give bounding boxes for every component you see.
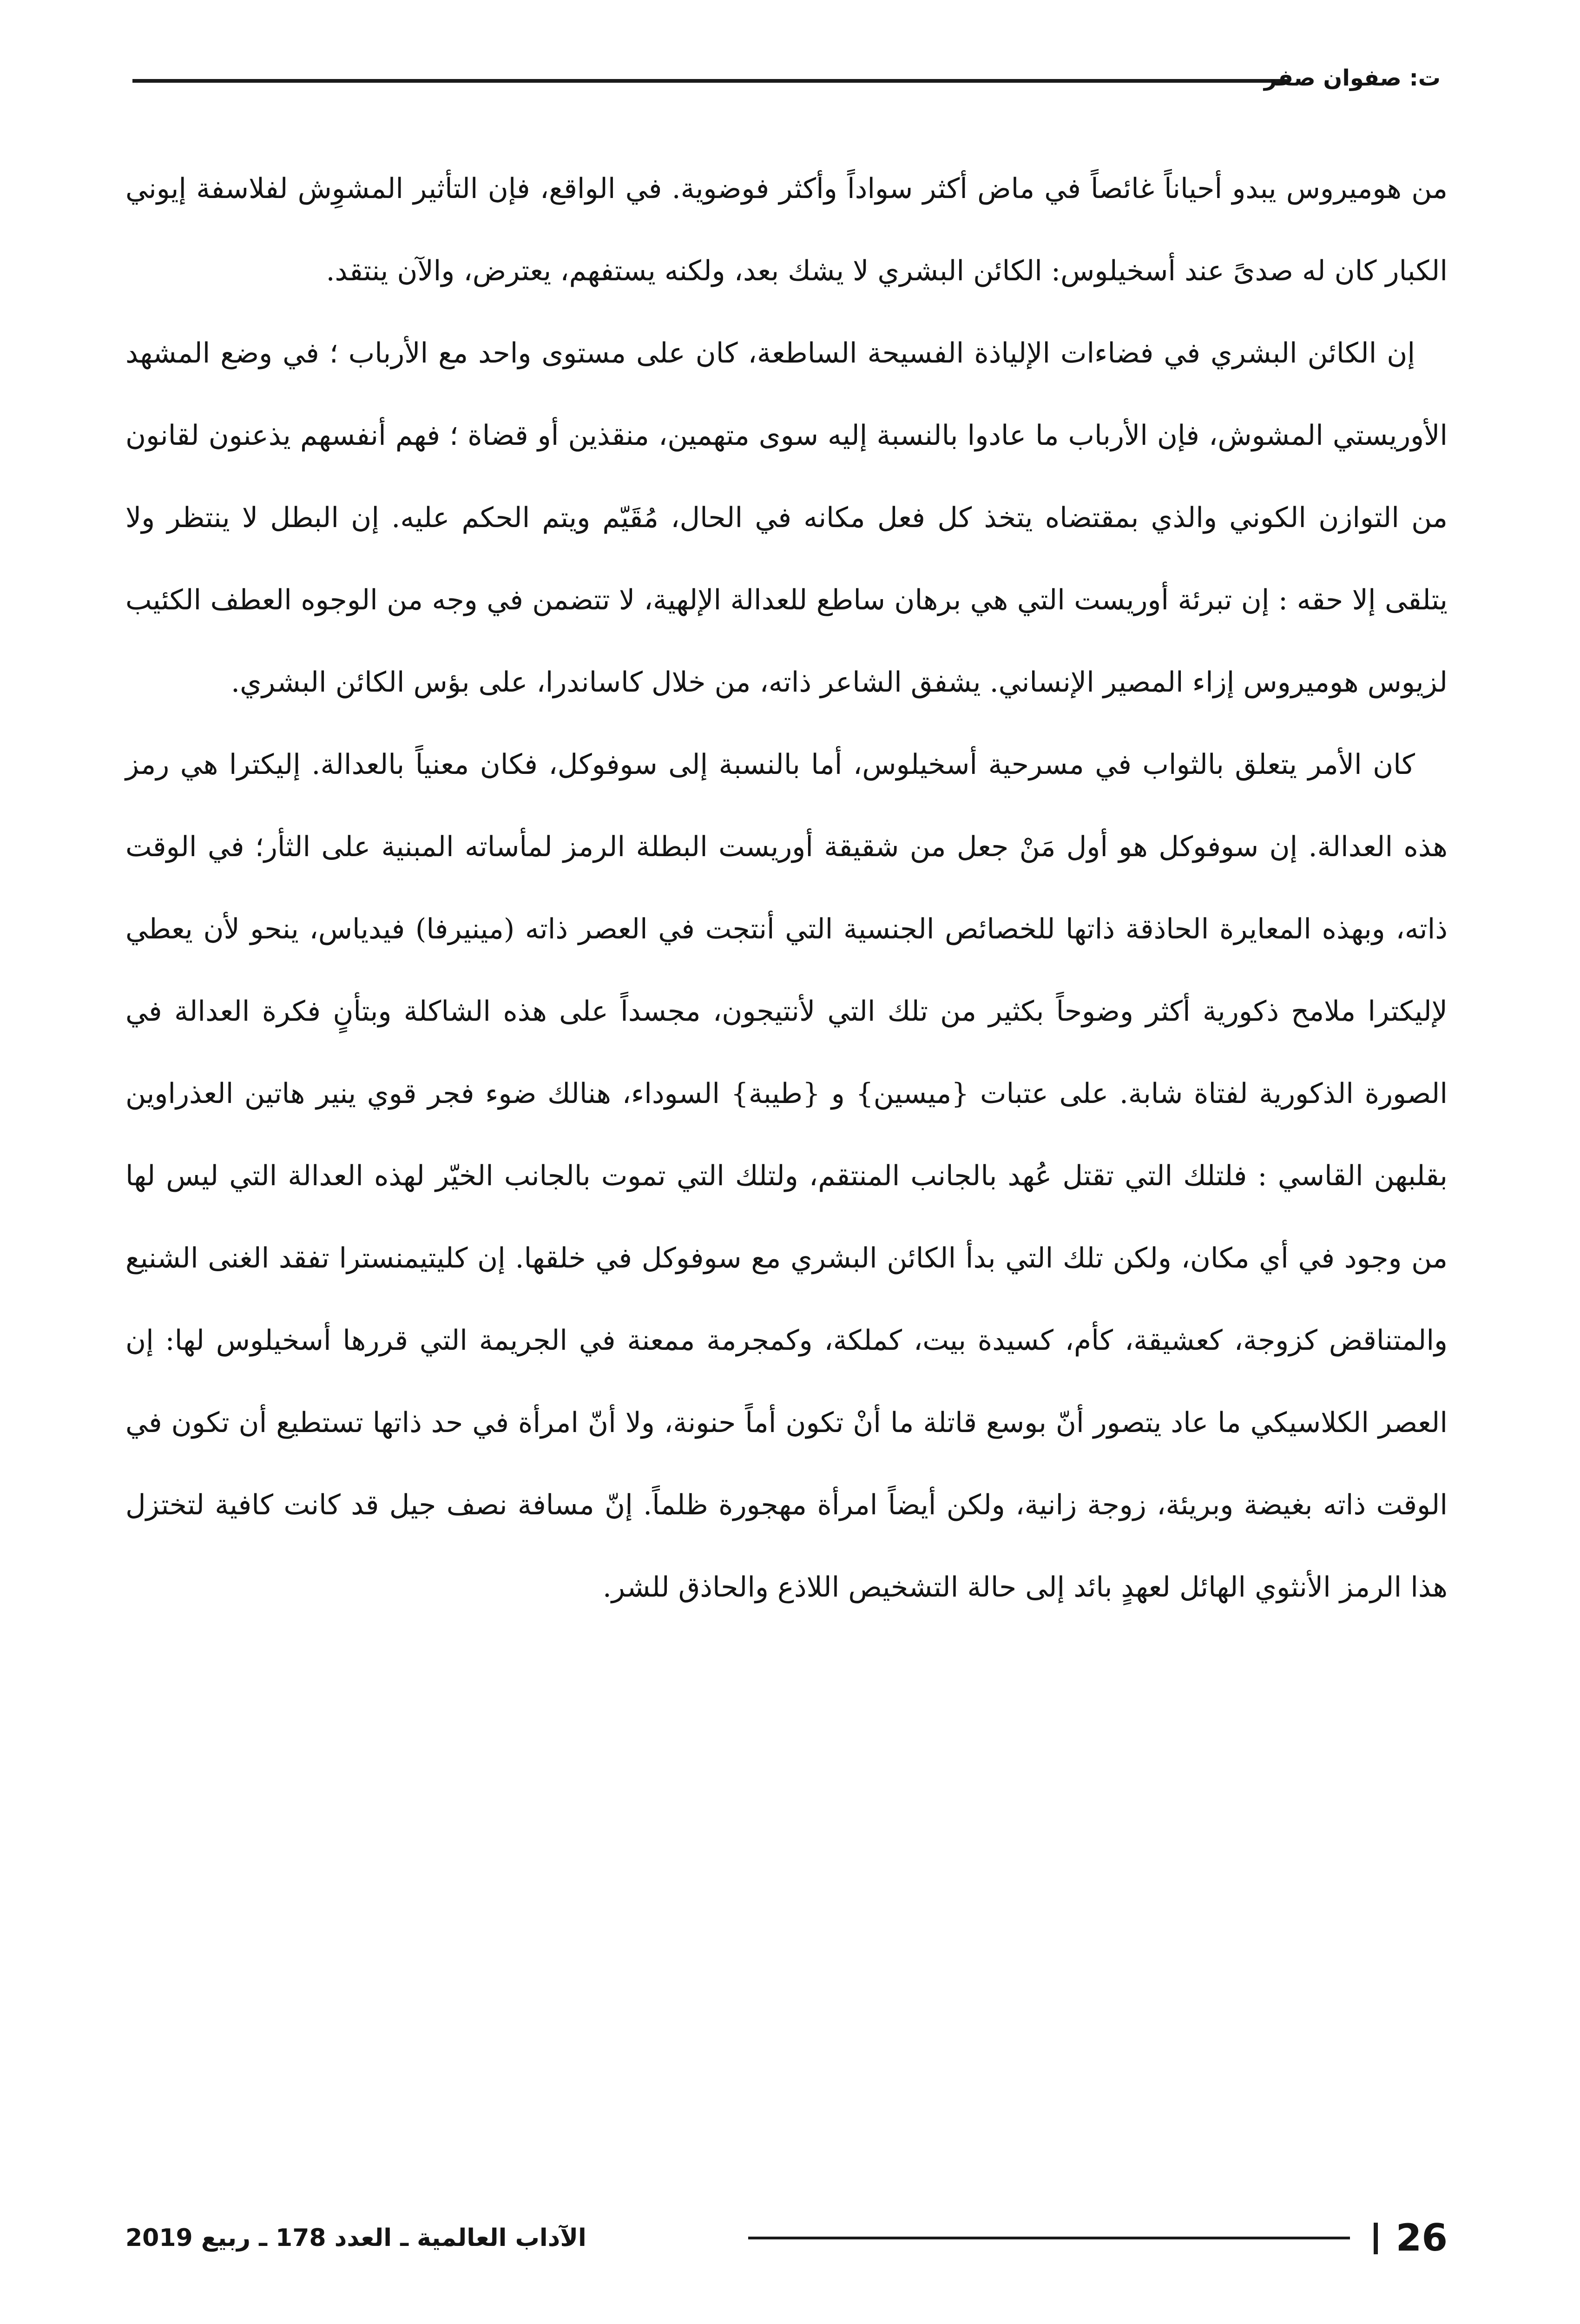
journal-issue-info: الآداب العالمية ـ العدد 178 ـ ربيع 2019	[125, 2224, 586, 2252]
translator-credit: ت: صفوان صفر	[1264, 65, 1441, 91]
article-body	[125, 148, 1448, 1629]
page-footer	[125, 2212, 1448, 2264]
paragraph: من هوميروس يبدو أحياناً غائصاً في ماض أكثر سواداً وأكثر فوضوية. في الواقع، فإن التأثير المشوِش لفلاسفة إيوني الكبار كان له صدىً عند أسخيلوس: الكائن البشري لا يشك بعد، ولكنه يستفهم، يعترض، والآن ينتقد.	[125, 172, 1448, 287]
footer-separator	[1374, 2223, 1378, 2254]
page-number: 26	[1396, 2216, 1448, 2259]
paragraph: كان الأمر يتعلق بالثواب في مسرحية أسخيلوس، أما بالنسبة إلى سوفوكل، فكان معنياً بالعدالة. إليكترا هي رمز هذه العدالة. إن سوفوكل هو أول مَنْ جعل من شقيقة أوريست البطلة الرمز لمأساته المبنية على الثأر؛ في الوقت ذاته، وبهذه المعايرة الحاذقة ذاتها للخصائص الجنسية التي أنتجت في العصر ذاته (مينيرفا) فيدياس، ينحو لأن يعطي لإليكترا ملامح ذكورية أكثر وضوحاً بكثير من تلك التي لأنتيجون، مجسداً على هذه الشاكلة وبتأنٍ فكرة العدالة في الصورة الذكورية لفتاة شابة. على عتبات {ميسين} و {طيبة} السوداء، هنالك ضوء فجر قوي ينير هاتين العذراوين بقلبهن القاسي : فلتلك التي تقتل عُهد بالجانب المنتقم، ولتلك التي تموت بالجانب الخيّر لهذه العدالة التي ليس لها من وجود في أي مكان، ولكن تلك التي بدأ الكائن البشري مع سوفوكل في خلقها. إن كليتيمنسترا تفقد الغنى الشنيع والمتناقض كزوجة، كعشيقة، كأم، كسيدة بيت، كملكة، وكمجرمة ممعنة في الجريمة التي قررها أسخيلوس لها: إن العصر الكلاسيكي ما عاد يتصور أنّ بوسع قاتلة ما أنْ تكون أماً حنونة، ولا أنّ امرأة في حد ذاتها تستطيع أن تكون في الوقت ذاته بغيضة وبريئة، زوجة زانية، ولكن أيضاً امرأة مهجورة ظلماً. إنّ مسافة نصف جيل قد كانت كافية لتختزل هذا الرمز الأنثوي الهائل لعهدٍ بائد إلى حالة التشخيص اللاذع والحاذق للشر.	[125, 748, 1448, 1604]
footer-rule	[748, 2237, 1350, 2239]
paragraph: إن الكائن البشري في فضاءات الإلياذة الفسيحة الساطعة، كان على مستوى واحد مع الأرباب ؛ في وضع المشهد الأوريستي المشوش، فإن الأرباب ما عادوا بالنسبة إليه سوى متهمين، منقذين أو قضاة ؛ فهم أنفسهم يذعنون لقانون من التوازن الكوني والذي بمقتضاه يتخذ كل فعل مكانه في الحال، مُقَيّم ويتم الحكم عليه. إن البطل لا ينتظر ولا يتلقى إلا حقه : إن تبرئة أوريست التي هي برهان ساطع للعدالة الإلهية، لا تتضمن في وجه من الوجوه العطف الكئيب لزيوس هوميروس إزاء المصير الإنساني. يشفق الشاعر ذاته، من خلال كاساندرا، على بؤس الكائن البشري.	[125, 337, 1448, 699]
page-header	[132, 55, 1441, 101]
header-rule	[132, 79, 1287, 83]
